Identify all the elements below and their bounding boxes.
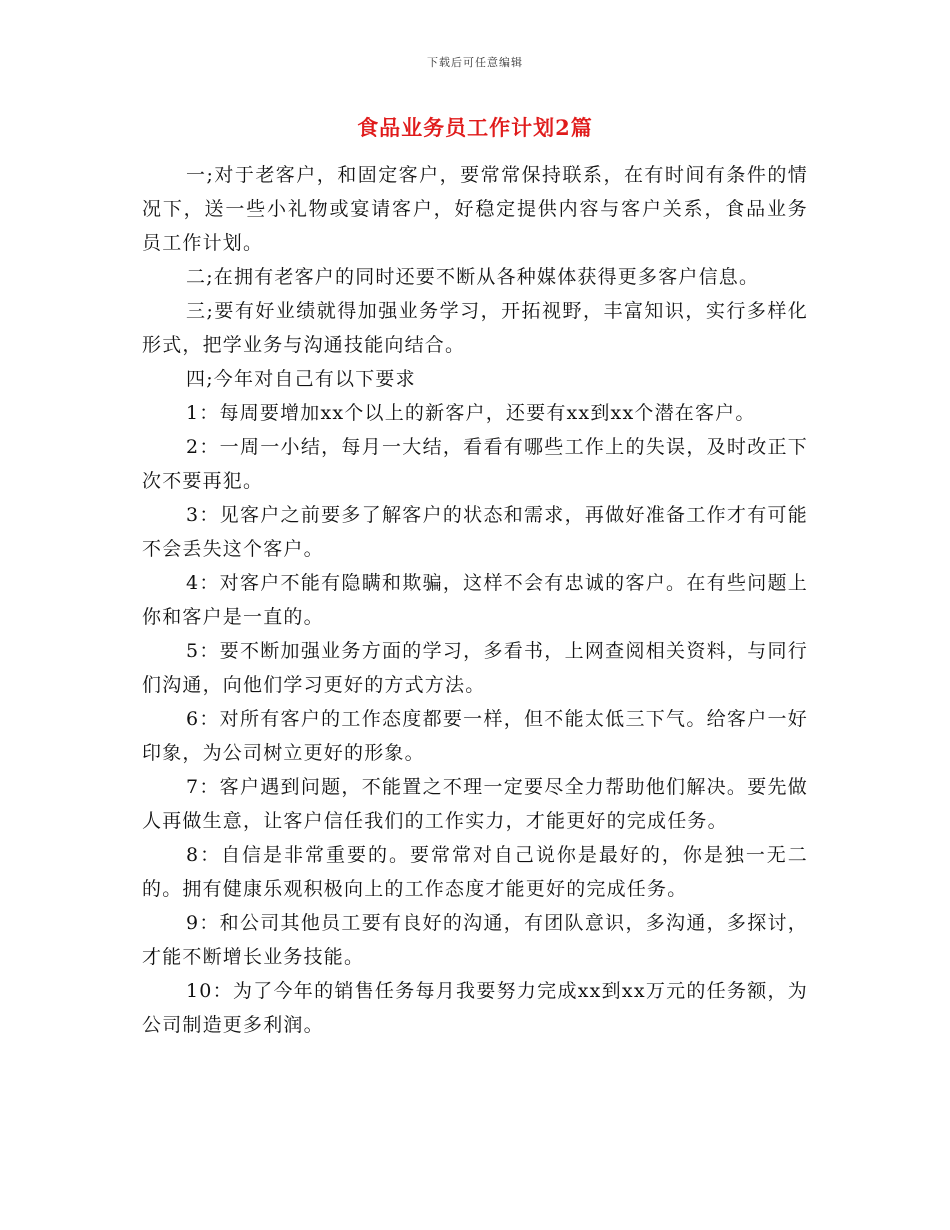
document-body: [142, 158, 808, 1042]
paragraph: 3：见客户之前要多了解客户的状态和需求，再做好准备工作才有可能不会丢失这个客户。: [142, 504, 808, 560]
paragraph: 三;要有好业绩就得加强业务学习，开拓视野，丰富知识，实行多样化形式，把学业务与沟通技能向结合。: [142, 300, 808, 356]
paragraph: 二;在拥有老客户的同时还要不断从各种媒体获得更多客户信息。: [186, 266, 760, 288]
header-note: 下载后可任意编辑: [427, 56, 523, 69]
paragraph: 10：为了今年的销售任务每月我要努力完成xx到xx万元的任务额，为公司制造更多利润。: [142, 980, 808, 1036]
paragraph: 四;今年对自己有以下要求: [186, 368, 416, 390]
paragraph: 5：要不断加强业务方面的学习，多看书，上网查阅相关资料，与同行们沟通，向他们学习更好的方式方法。: [142, 640, 808, 696]
paragraph: 9：和公司其他员工要有良好的沟通，有团队意识，多沟通，多探讨，才能不断增长业务技能。: [142, 912, 808, 968]
paragraph: 一;对于老客户，和固定客户，要常常保持联系，在有时间有条件的情况下，送一些小礼物或宴请客户，好稳定提供内容与客户关系，食品业务员工作计划。: [142, 164, 808, 254]
document-title: 食品业务员工作计划2篇: [357, 115, 593, 140]
paragraph: 2：一周一小结，每月一大结，看看有哪些工作上的失误，及时改正下次不要再犯。: [142, 436, 808, 492]
paragraph: 4：对客户不能有隐瞒和欺骗，这样不会有忠诚的客户。在有些问题上你和客户是一直的。: [142, 572, 808, 628]
paragraph: 6：对所有客户的工作态度都要一样，但不能太低三下气。给客户一好印象，为公司树立更好的形象。: [142, 708, 808, 764]
paragraph: 7：客户遇到问题，不能置之不理一定要尽全力帮助他们解决。要先做人再做生意，让客户信任我们的工作实力，才能更好的完成任务。: [142, 776, 808, 832]
paragraph: 1：每周要增加xx个以上的新客户，还要有xx到xx个潜在客户。: [186, 402, 756, 424]
paragraph: 8：自信是非常重要的。要常常对自己说你是最好的，你是独一无二的。拥有健康乐观积极向上的工作态度才能更好的完成任务。: [142, 844, 808, 900]
